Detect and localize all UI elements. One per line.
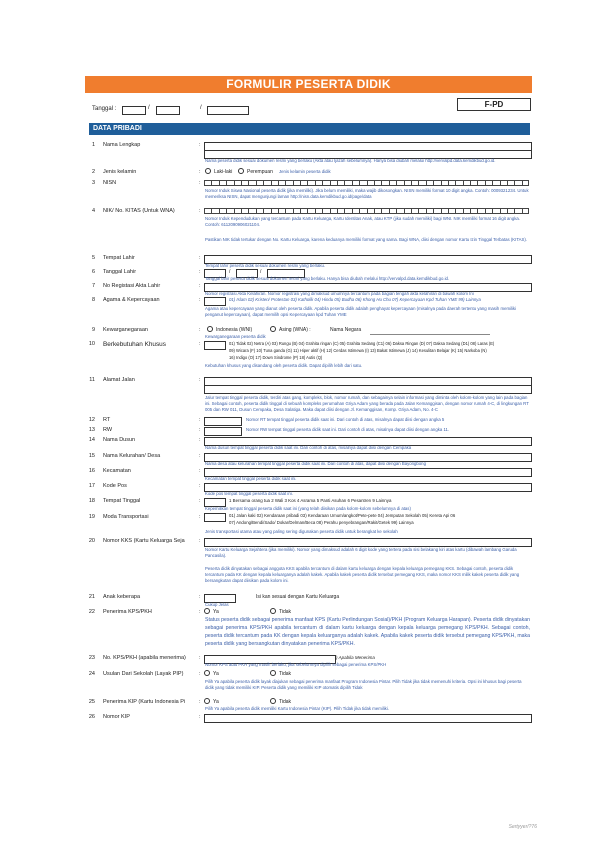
- tempat-tinggal-options: 1 Bersama orang tua 2 Wali 3 Kos 4 Asrama 5 Panti Asuhan 6 Pesantren 9 Lainnya: [229, 498, 392, 503]
- radio-kps-ya[interactable]: [204, 608, 210, 614]
- field-label: RT: [103, 417, 111, 423]
- form-title: FORMULIR PESERTA DIDIK: [85, 76, 532, 93]
- radio-kip-ya[interactable]: [204, 698, 210, 704]
- field-number: 19: [88, 514, 95, 520]
- field-label: Berkebutuhan Khusus: [103, 341, 166, 348]
- field-note: Nomor Induk Siswa Nasional peserta didik (jika memiliki). Jika belum memiliki, maka wajib dikosongkan. NISN memiliki format 10 digit angka. Contoh: 0009321234. Untuk memeriksa NISN, dapat mengunjungi laman http://nisn.data.kemdikbud.go.id/page/data: [205, 188, 529, 200]
- radio-kip-tidak[interactable]: [270, 698, 276, 704]
- field-note: Jenis transportasi utama atau yang paling sering digunakan peserta didik untuk berangkat ke sekolah: [205, 529, 398, 534]
- field-note: Tempat lahir peserta didik sesuai dokumen resmi yang berlaku.: [205, 263, 326, 268]
- tanggal-label: Tanggal :: [92, 106, 117, 112]
- field-label: Tempat Tinggal: [103, 498, 141, 504]
- field-number: 20: [88, 538, 95, 544]
- field-label: Usulan Dari Sekolah (Layak PIP): [103, 671, 184, 677]
- option-label: Ya: [213, 609, 219, 615]
- colon: :: [199, 180, 201, 186]
- rt-input[interactable]: [204, 417, 242, 426]
- field-note: Jalur tempat tinggal peserta didik, terdiri atas gang, kompleks, blok, nomor rumah, dan sebagainya selain informasi yang diminta oleh kolom-kolom yang lain pada bagian ini. Sebagai contoh, peserta didik tinggal di sebuah kompleks perumahan Griya Adam yang berada pada Jalan Kemanggisan, dengan nomor rumah 4-C, di lingkungan RT 005 dan RW 011, Dusun Cempaka, Desa Salatiga. Maka dapat diisi dengan Jl. Kemanggisan, Komp. Griya Adam, No. 4-C: [205, 395, 529, 413]
- option-label: Tidak: [279, 609, 292, 615]
- field-number: 14: [88, 437, 95, 443]
- field-number: 7: [91, 283, 95, 289]
- colon: :: [199, 269, 201, 275]
- kks-input[interactable]: [204, 538, 532, 547]
- no-kps-hint: ) Apabila Menerima: [336, 655, 375, 660]
- colon: :: [199, 594, 201, 600]
- field-note: Kecamatan tempat tinggal peserta didik saat ini.: [205, 476, 297, 481]
- alamat-jalan-input-2[interactable]: [204, 385, 532, 394]
- field-note: Status peserta didik sebagai penerima manfaat KPS (Kartu Perlindungan Sosial)/PKH (Program Keluarga Harapan). Peserta didik dinyatakan sebagai penerima KPS/PKH apabila tercantum di dalam kartu keluarga dengan kepala keluarga pemegang KPS/PKH. Sebagai contoh, peserta didik tercantum pada KK dengan kepala keluarganya adalah kakek. Apabila kakek peserta didik tersebut pemegang KPS/PKH, maka peserta didik yang bersangkutan dinyatakan penerima KPS/PKH.: [205, 617, 530, 648]
- field-number: 25: [88, 699, 95, 705]
- field-number: 2: [91, 169, 95, 175]
- year-field[interactable]: [207, 106, 249, 115]
- day-field[interactable]: [122, 106, 146, 115]
- field-number: 26: [88, 714, 95, 720]
- field-number: 13: [88, 427, 95, 433]
- field-note: Peserta didik dinyatakan sebagai anggota KKS apabila tercantum di dalam kartu keluarga dengan kepala keluarga pemegang KKS. Sebagai contoh, peserta didik tercantum pada KK dengan kepala keluarganya adalah kakek. Apabila kakek peserta didik tersebut pemegang KKS, maka nomor KKS milik kakek peserta didik yang bersangkutan dapat diisikan pada kolom ini.: [205, 566, 520, 584]
- field-label: Kewarganegaraan: [103, 327, 148, 333]
- field-note: Nomor RT tempat tinggal peserta didik saat ini. Dari contoh di atas, misalnya dapat diisi dengan angka 5: [246, 417, 445, 422]
- field-label: Alamat Jalan: [103, 377, 135, 383]
- field-note: Agama atau kepercayaan yang dianut oleh peserta didik. Apabila peserta didik adalah penghayat kepercayaan (misalnya pada daerah tertentu yang masih memiliki penganut kepercayaan), dapat memilih opsi Kepercayaan kpd Tuhan YME: [205, 306, 517, 318]
- field-label: NIK/ No. KITAS (Untuk WNA): [103, 208, 175, 214]
- field-label: Nama Kelurahan/ Desa: [103, 453, 161, 459]
- field-number: 3: [91, 180, 95, 186]
- field-label: No Registasi Akta Lahir: [103, 283, 161, 289]
- month-field[interactable]: [156, 106, 180, 115]
- option-label: Ya: [213, 671, 219, 677]
- field-number: 21: [88, 594, 95, 600]
- field-label: Nama Dusun: [103, 437, 136, 443]
- field-number: 11: [89, 377, 95, 383]
- field-number: 1: [91, 142, 95, 148]
- field-label: Tempat Lahir: [103, 255, 135, 261]
- colon: :: [199, 297, 201, 303]
- nisn-cells[interactable]: [204, 180, 529, 186]
- field-number: 22: [88, 609, 95, 615]
- nik-cells[interactable]: [204, 208, 529, 214]
- option-label: Asing (WNA) :: [279, 327, 311, 333]
- field-number: 15: [88, 453, 95, 459]
- field-number: 23: [88, 655, 95, 661]
- field-note: Pilih Ya apabila peserta didik layak diajukan sebagai penerima manfaat Program Indonesia Pintar. Pilih Tidak jika tidak memenuhi kriteria. Opsi ini khusus bagi peserta didik yang tidak memiliki KIP. Peserta didik yang memiliki KIP otomatis dipilih Tidak: [205, 679, 522, 691]
- field-number: 12: [88, 417, 95, 423]
- radio-pip-ya[interactable]: [204, 670, 210, 676]
- field-note: Tanggal lahir peserta didik sesuai dokumen resmi yang berlaku. Hanya bisa diubah melalui http://vervalpd.data.kemdikbud.go.id.: [205, 276, 450, 281]
- field-note: Kepemilikan tempat tinggal peserta didik saat ini (yang telah diisikan pada kolom-kolom sebelumnya di atas): [205, 506, 411, 511]
- colon: :: [199, 169, 201, 175]
- field-note: Nama dusun tempat tinggal peserta didik saat ini. Dari contoh di atas, misalnya dapat diisi dengan Cempaka: [205, 445, 412, 450]
- colon: :: [199, 417, 201, 423]
- field-number: 4: [91, 208, 95, 214]
- rw-input[interactable]: [204, 427, 242, 436]
- field-note: Kode pos tempat tinggal peserta didik saat ini.: [205, 491, 293, 496]
- field-note: Nomor Kartu Keluarga Sejahtera (jika memiliki). Nomor yang dimaksud adalah 6 digit kode yang tertera pada sisi belakang kiri atas kartu (dibawah lambang Garuda Pancasila).: [205, 547, 517, 559]
- transportasi-options: 07) Andong/Bendi/Sado/ Dokar/Delman/Beca 08) Perahu penyebrangan/Rakit/Getek 99) Lainnya: [229, 520, 414, 525]
- colon: :: [199, 377, 201, 383]
- colon: :: [199, 714, 201, 720]
- field-note: Nama peserta didik sesuai dokumen resmi yang berlaku (Akta atau Ijazah sebelumnya). Hanya bisa diubah melalui http://vervalpd.data.kemdikbud.go.id.: [205, 158, 496, 163]
- field-note: Nomor registrasi Akta Kelahiran. Nomor registrasi yang dimaksud umumnya tercantum pada bagian tengah akta kelahiran di bawah kolom Ini: [205, 291, 474, 296]
- colon: :: [199, 437, 201, 443]
- field-number: 16: [88, 468, 95, 474]
- field-label: Moda Transportasi: [103, 514, 149, 520]
- footer-mark: Sertyyer/?76: [508, 824, 537, 830]
- colon: :: [199, 514, 201, 520]
- field-number: 17: [88, 483, 95, 489]
- colon: :: [199, 655, 201, 661]
- field-number: 8: [91, 297, 95, 303]
- field-label: Nama Lengkap: [103, 142, 141, 148]
- radio-pip-tidak[interactable]: [270, 670, 276, 676]
- agama-code-input[interactable]: [204, 297, 226, 306]
- radio-kps-tidak[interactable]: [270, 608, 276, 614]
- radio-perempuan[interactable]: [238, 168, 244, 174]
- field-label: Tanggal Lahir: [103, 269, 137, 275]
- field-label: RW: [103, 427, 113, 433]
- colon: :: [199, 538, 201, 544]
- field-label: Penerima KIP (Kartu Indonesia Pi: [103, 699, 186, 705]
- option-label: Ya: [213, 699, 219, 705]
- field-label: Nomor KIP: [103, 714, 130, 720]
- kebutuhan-options: 16) Indigo (O) 17) Down Sindrome (P) 18) Autis (Q): [229, 355, 323, 360]
- kebutuhan-options: 09) Wicara (F) 10) Tuna ganda (G) 11) Hiper aktif (H) 12) Cerdas Istimewa (I) 13) Bakat Istimewa (J) 14) Kesulitan Belajar (K) 15) Narkoba (N): [229, 348, 487, 353]
- colon: :: [199, 427, 201, 433]
- field-note: Kebutuhan khusus yang disandang oleh peserta didik. Dapat dipilih lebih dari satu.: [205, 363, 363, 368]
- field-label: Jenis kelamin: [103, 169, 137, 175]
- field-label: No. KPS/PKH (apabila menerima): [103, 655, 186, 661]
- field-label: Kode Pos: [103, 483, 127, 489]
- colon: :: [199, 483, 201, 489]
- nomor-kip-input[interactable]: [204, 714, 532, 723]
- option-label: Perempuan: [247, 169, 273, 175]
- section-header: DATA PRIBADI: [89, 123, 530, 135]
- option-label: Laki-laki: [214, 169, 233, 175]
- colon: :: [199, 468, 201, 474]
- date-separator: /: [148, 105, 150, 111]
- field-note: Nomor RW tempat tinggal peserta didik saat ini. Dari contoh di atas, misalnya dapat diisi dengan angka 11.: [246, 427, 450, 432]
- colon: :: [199, 327, 201, 333]
- agama-options: 01) Islam 02) Kristen/ Protestan 03) Katholik 04) Hindu 05) Budha 06) Khong Hu Chu 07) Kepercayaan Kpd Tuhan YME 99) Lainnya: [229, 297, 481, 302]
- field-note: Nama desa atau kelurahan tempat tinggal peserta didik saat ini. Dari contoh di atas, dapat diisi dengan Bayongbong: [205, 461, 426, 466]
- field-number: 18: [88, 498, 95, 504]
- anak-keberapa-hint: Isi kan sesuai dengan Kartu Keluarga: [256, 594, 340, 600]
- field-number: 24: [88, 671, 95, 677]
- transportasi-input[interactable]: [204, 513, 226, 522]
- colon: :: [199, 453, 201, 459]
- field-number: 9: [91, 327, 95, 333]
- colon: :: [199, 208, 201, 214]
- field-note: Cukup Jelas: [205, 602, 229, 607]
- colon: :: [199, 498, 201, 504]
- field-label: Penerima KPS/PKH: [103, 609, 152, 615]
- form-code: F-PD: [457, 98, 531, 111]
- kebutuhan-options: 01) Tidak 02) Netra (A) 03) Rungu (B) 04) Grahita ringan (C) 05) Grahita Sedang (C1) 06) Daksa Ringan (D) 07) Daksa Sedang (D1) 08) Laras (E): [229, 341, 495, 346]
- field-note: Jenis kelamin peserta didik: [279, 169, 331, 174]
- field-note: Kewarganegaraan peserta didik: [205, 334, 266, 339]
- kebutuhan-khusus-input[interactable]: [204, 341, 226, 350]
- field-label: Anak keberapa: [103, 594, 140, 600]
- option-label: Indonesia (WNI): [216, 327, 253, 333]
- colon: :: [199, 699, 201, 705]
- field-number: 5: [91, 255, 95, 261]
- date-separator: /: [260, 269, 262, 275]
- field-number: 6: [91, 269, 95, 275]
- colon: :: [199, 671, 201, 677]
- option-label: Tidak: [279, 699, 292, 705]
- colon: :: [199, 341, 201, 347]
- transportasi-options: 01) Jalan kaki 02) Kendaraan pribadi 03) Kendaraan Umum/angkot/Pete-pete 04) Jemputan Sekolah 05) Kereta Api 06: [229, 513, 456, 518]
- date-separator: /: [229, 269, 231, 275]
- radio-wni[interactable]: [207, 326, 213, 332]
- colon: :: [199, 283, 201, 289]
- colon: :: [199, 255, 201, 261]
- field-note: Pastikan NIK tidak tertukar dengan No. Kartu Keluarga, karena keduanya memiliki format yang sama. Bagi WNA, diisi dengan nomor Kartu Izin Tinggal Terbatas (KITAS).: [205, 237, 528, 242]
- field-note: Pilih Ya apabila peserta didik memiliki Kartu Indonesia Pintar (KIP). Pilih Tidak jika tidak memiliki.: [205, 706, 389, 711]
- field-label: Nomor KKS (Kartu Keluarga Seja: [103, 538, 185, 544]
- radio-laki-laki[interactable]: [205, 168, 211, 174]
- field-label: NISN: [103, 180, 117, 186]
- field-number: 10: [88, 341, 95, 347]
- colon: :: [199, 142, 201, 148]
- colon: :: [199, 609, 201, 615]
- field-note: Nomor Induk Kependudukan yang tercantum pada Kartu Keluarga, Kartu Identitas Anak, atau KTP (jika sudah memiliki) bagi WNI. NIK memiliki format 16 digit angka. Contoh: 6112090906021104.: [205, 216, 520, 228]
- nama-negara-label: Nama Negara: [330, 327, 362, 333]
- date-separator: /: [200, 105, 202, 111]
- radio-wna[interactable]: [270, 326, 276, 332]
- field-label: Agama & Kepercayaan: [103, 297, 160, 303]
- field-note: Nomor KPS atau PKH yang masih berlaku, jika sebelumnya dipilih sebagai penerima KPS/PKH: [205, 662, 387, 667]
- option-label: Tidak: [279, 671, 292, 677]
- field-label: Kecamatan: [103, 468, 131, 474]
